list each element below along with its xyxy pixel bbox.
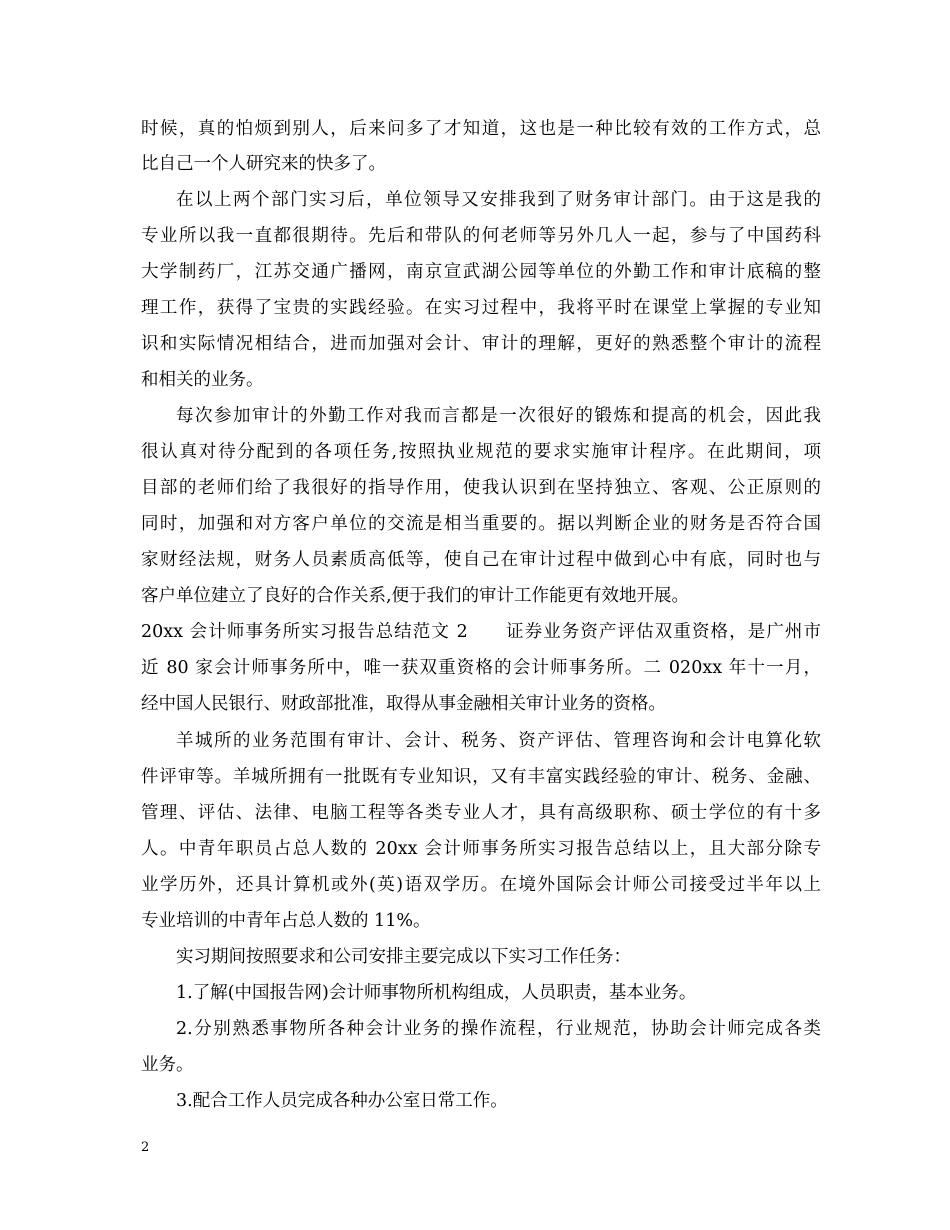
text-line: 识和实际情况相结合，进而加强对会计、审计的理解，更好的熟悉整个审计的流程 [141, 334, 821, 354]
text-line: 客户单位建立了良好的合作关系,便于我们的审计工作能更有效地开展。 [141, 586, 690, 606]
text-line: 管理、评估、法律、电脑工程等各类专业人才，具有高级职称、硕士学位的有十多 [141, 803, 821, 823]
text-line: 很认真对待分配到的各项任务,按照执业规范的要求实施审计程序。在此期间，项 [141, 442, 821, 462]
text-line: 专业所以我一直都很期待。先后和带队的何老师等另外几人一起，参与了中国药科 [141, 226, 821, 246]
text-line: 羊城所的业务范围有审计、会计、税务、资产评估、管理咨询和会计电算化软 [176, 731, 821, 751]
text-line: 2.分别熟悉事物所各种会计业务的操作流程，行业规范，协助会计师完成各类 [176, 1019, 821, 1039]
text-line: 20xx 会计师事务所实习报告总结范文 2 证券业务资产评估双重资格，是广州市 [141, 622, 821, 642]
text-line: 实习期间按照要求和公司安排主要完成以下实习工作任务： [176, 947, 631, 967]
text-line: 在以上两个部门实习后，单位领导又安排我到了财务审计部门。由于这是我的 [176, 190, 821, 210]
text-line: 专业培训的中青年占总人数的 11%。 [141, 911, 431, 931]
text-line: 家财经法规，财务人员素质高低等，使自己在审计过程中做到心中有底，同时也与 [141, 550, 821, 570]
text-line: 同时，加强和对方客户单位的交流是相当重要的。据以判断企业的财务是否符合国 [141, 514, 821, 534]
text-line: 经中国人民银行、财政部批准，取得从事金融相关审计业务的资格。 [141, 694, 666, 714]
text-line: 3.配合工作人员完成各种办公室日常工作。 [176, 1091, 508, 1111]
text-line: 理工作，获得了宝贵的实践经验。在实习过程中，我将平时在课堂上掌握的专业知 [141, 298, 821, 318]
text-line: 每次参加审计的外勤工作对我而言都是一次很好的锻炼和提高的机会，因此我 [176, 406, 821, 426]
text-line: 大学制药厂，江苏交通广播网，南京宣武湖公园等单位的外勤工作和审计底稿的整 [141, 262, 821, 282]
text-line: 件评审等。羊城所拥有一批既有专业知识，又有丰富实践经验的审计、税务、金融、 [141, 767, 821, 787]
page-number: 2 [141, 1140, 150, 1155]
text-line: 目部的老师们给了我很好的指导作用，使我认识到在坚持独立、客观、公正原则的 [141, 478, 821, 498]
text-line: 近 80 家会计师事务所中，唯一获双重资格的会计师事务所。二 020xx 年十一月， [141, 658, 821, 678]
text-line: 业务。 [141, 1055, 194, 1075]
text-line: 1.了解(中国报告网)会计师事物所机构组成，人员职责，基本业务。 [176, 983, 697, 1003]
text-line: 比自己一个人研究来的快多了。 [141, 154, 386, 174]
text-line: 时候，真的怕烦到别人，后来问多了才知道，这也是一种比较有效的工作方式，总 [141, 119, 821, 139]
text-line: 人。中青年职员占总人数的 20xx 会计师事务所实习报告总结以上，且大部分除专 [141, 839, 821, 859]
text-line: 业学历外，还具计算机或外(英)语双学历。在境外国际会计师公司接受过半年以上 [141, 875, 821, 895]
text-line: 和相关的业务。 [141, 370, 264, 390]
